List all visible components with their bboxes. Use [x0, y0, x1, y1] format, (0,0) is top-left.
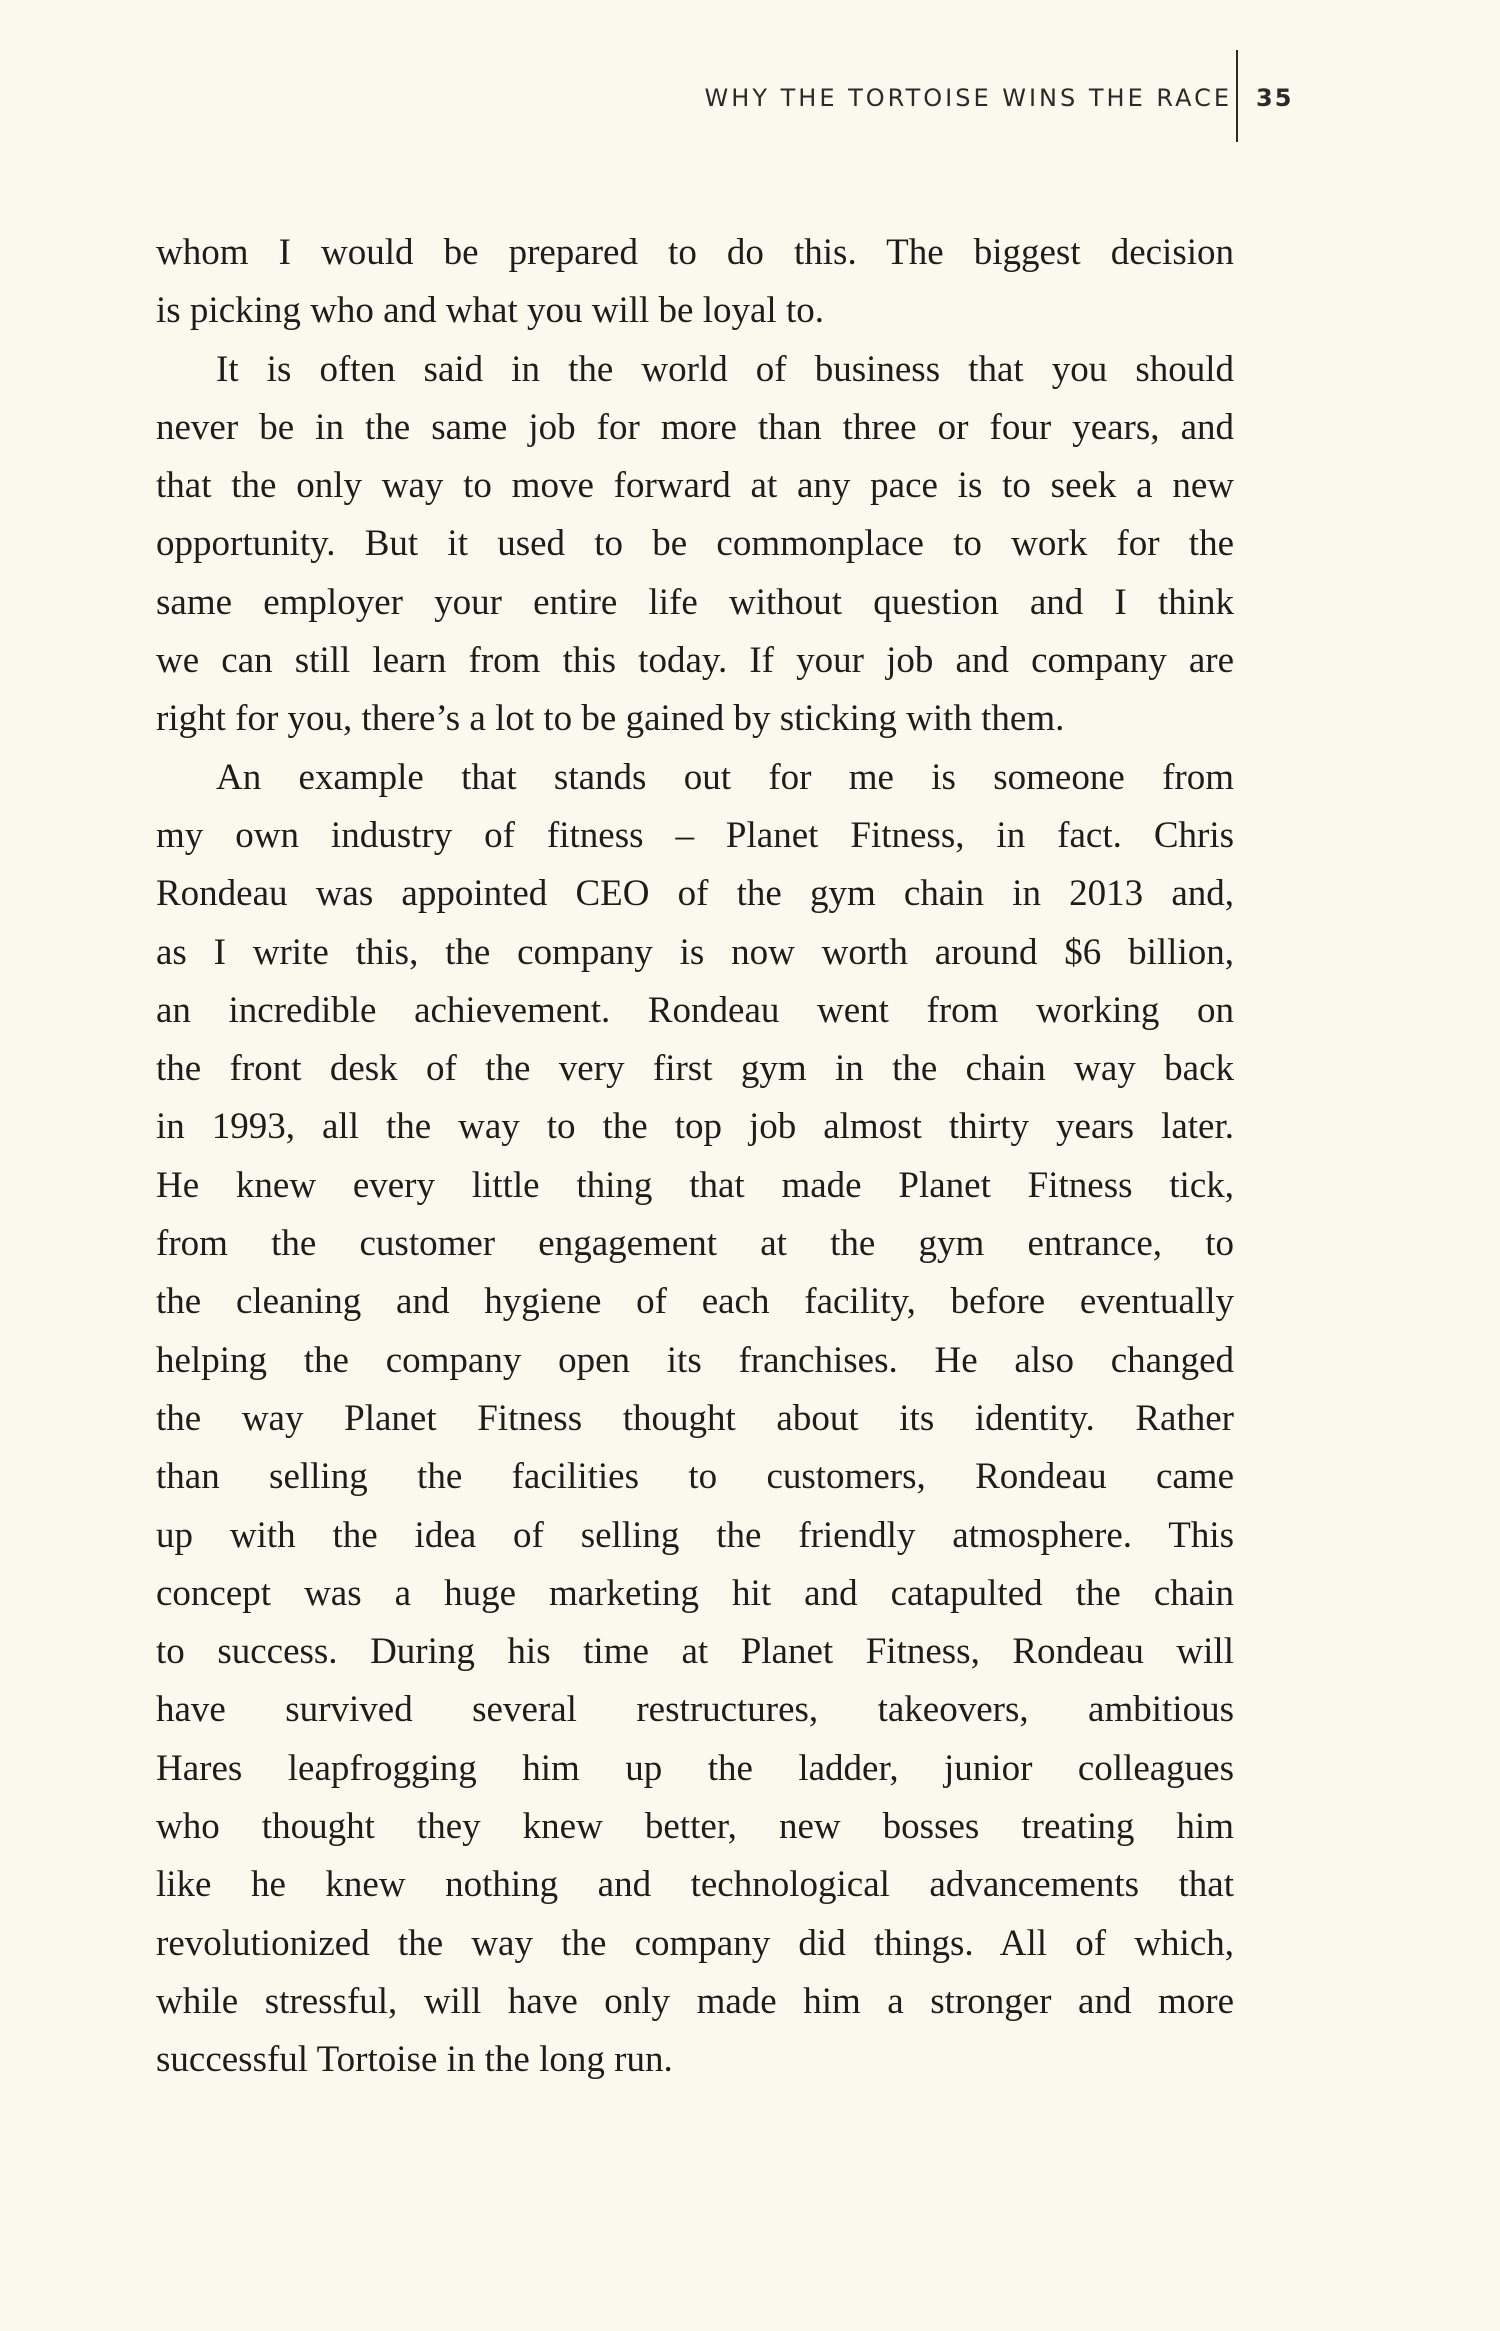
text-line: the cleaning and hygiene of each facility, before eventually — [156, 1281, 1234, 1323]
text-line: we can still learn from this today. If your job and company are — [156, 640, 1234, 682]
text-line: is picking who and what you will be loyal to. — [156, 290, 824, 332]
text-line: that the only way to move forward at any pace is to seek a new — [156, 465, 1234, 507]
text-line: than selling the facilities to customers, Rondeau came — [156, 1456, 1234, 1498]
header-divider — [1236, 50, 1238, 142]
text-line: It is often said in the world of business that you should — [216, 348, 1234, 390]
text-line: to success. During his time at Planet Fitness, Rondeau will — [156, 1631, 1234, 1673]
text-line: never be in the same job for more than three or four years, and — [156, 406, 1234, 448]
page-number: 35 — [1256, 84, 1294, 112]
text-line: Rondeau was appointed CEO of the gym chain in 2013 and, — [156, 873, 1234, 915]
text-line: concept was a huge marketing hit and catapulted the chain — [156, 1572, 1234, 1614]
text-line: revolutionized the way the company did things. All of which, — [156, 1922, 1234, 1964]
text-line: opportunity. But it used to be commonplace to work for the — [156, 523, 1234, 565]
text-line: my own industry of fitness – Planet Fitness, in fact. Chris — [156, 814, 1234, 856]
text-line: whom I would be prepared to do this. The biggest decision — [156, 232, 1234, 273]
text-line: Hares leapfrogging him up the ladder, junior colleagues — [156, 1747, 1234, 1789]
text-line: in 1993, all the way to the top job almost thirty years later. — [156, 1106, 1234, 1148]
text-line: successful Tortoise in the long run. — [156, 2039, 673, 2081]
text-line: as I write this, the company is now worth around $6 billion, — [156, 931, 1234, 973]
text-line: up with the idea of selling the friendly atmosphere. This — [156, 1514, 1234, 1556]
text-line: An example that stands out for me is someone from — [216, 756, 1234, 798]
text-line: the front desk of the very first gym in the chain way back — [156, 1048, 1234, 1090]
text-line: an incredible achievement. Rondeau went from working on — [156, 989, 1234, 1031]
text-line: from the customer engagement at the gym entrance, to — [156, 1223, 1234, 1265]
text-line: the way Planet Fitness thought about its identity. Rather — [156, 1397, 1234, 1439]
running-head-title: WHY THE TORTOISE WINS THE RACE — [704, 84, 1232, 112]
text-line: have survived several restructures, takeovers, ambitious — [156, 1689, 1234, 1731]
text-line: like he knew nothing and technological advancements that — [156, 1864, 1234, 1906]
body-text — [156, 224, 1234, 2090]
text-line: while stressful, will have only made him a stronger and more — [156, 1980, 1234, 2022]
text-line: He knew every little thing that made Planet Fitness tick, — [156, 1164, 1234, 1206]
text-line: right for you, there’s a lot to be gained by sticking with them. — [156, 698, 1065, 740]
text-line: who thought they knew better, new bosses treating him — [156, 1806, 1234, 1848]
text-line: same employer your entire life without question and I think — [156, 581, 1234, 623]
text-line: helping the company open its franchises. He also changed — [156, 1339, 1234, 1381]
